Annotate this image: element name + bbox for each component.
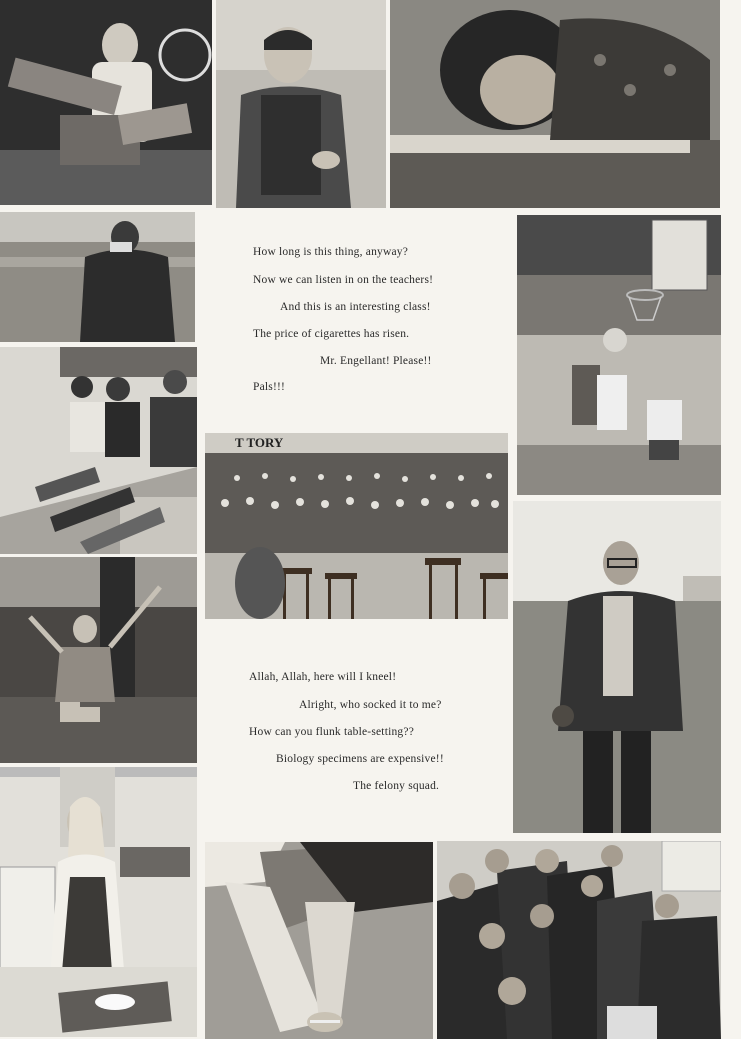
caption-line: Allah, Allah, here will I kneel! xyxy=(249,671,397,683)
recorder-field-photo xyxy=(0,212,195,342)
bleacher-group-photo xyxy=(0,347,197,554)
caption-line: Alright, who socked it to me? xyxy=(299,699,442,711)
caption-line: How long is this thing, anyway? xyxy=(253,246,409,258)
caption-line: Now we can listen in on the teachers! xyxy=(253,274,434,286)
teacher-field-photo xyxy=(513,501,721,833)
sleeping-student-photo xyxy=(390,0,720,208)
stage-costume-photo xyxy=(0,0,212,205)
student-vest-photo xyxy=(216,0,386,208)
caption-line: How can you flunk table-setting?? xyxy=(249,726,414,738)
caption-line: The price of cigarettes has risen. xyxy=(253,328,410,340)
captions-bottom xyxy=(249,671,511,806)
kitchen-apron-photo xyxy=(0,767,197,1037)
table-setting-photo xyxy=(205,842,433,1039)
basketball-photo xyxy=(517,215,721,495)
caption-line: And this is an interesting class! xyxy=(280,301,431,313)
kneeling-dancer-photo xyxy=(0,557,197,763)
captions-top xyxy=(253,246,508,406)
caption-line: Mr. Engellant! Please!! xyxy=(320,355,432,367)
caption-line: The felony squad. xyxy=(353,780,440,792)
caption-line: Pals!!! xyxy=(253,381,286,393)
banner-text: T TORY xyxy=(235,435,284,450)
felony-squad-photo xyxy=(437,841,721,1039)
caption-line: Biology specimens are expensive!! xyxy=(276,753,444,765)
assembly-gym-photo xyxy=(205,433,508,619)
